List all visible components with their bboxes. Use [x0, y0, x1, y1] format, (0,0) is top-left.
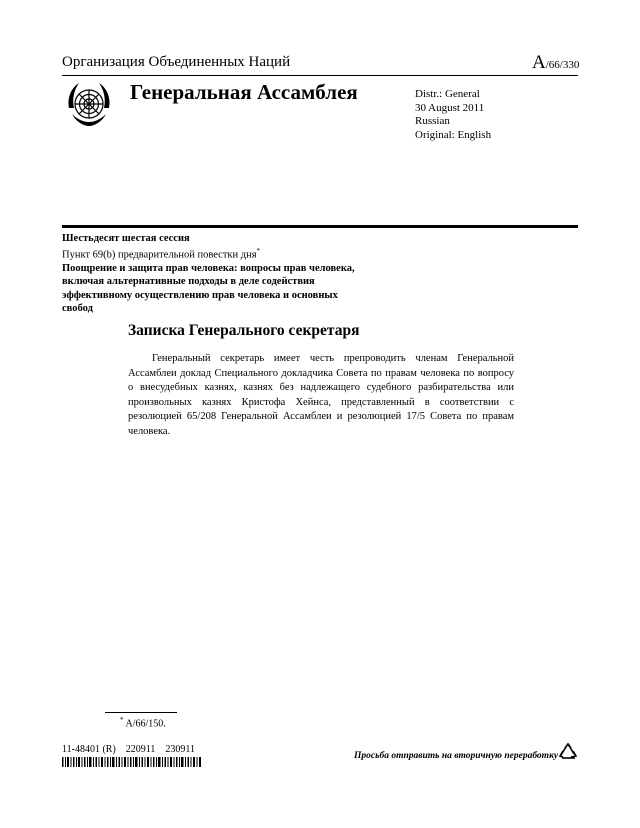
agenda-item-text: Пункт 69(b) предварительной повестки дня — [62, 249, 257, 261]
footnote-marker: * — [120, 716, 124, 724]
organization-name: Организация Объединенных Наций — [62, 54, 291, 70]
distr-date: 30 August 2011 — [415, 101, 485, 114]
note-body: Генеральный секретарь имеет честь препроводить членам Генеральной Ассамблеи доклад Специального докладчика Совета по правам человека по вопросу о внесудебных казнях, казнях без надлежащего судебного разбирательства или произвольных казнях Кристофа Хейнса, представленный в соответствии с резолюцией 65/208 Генеральной Ассамблеи и резолюцией 17/5 Совета по правам человека. — [128, 353, 514, 437]
recycle-icon — [558, 742, 578, 764]
distr-language: Russian — [415, 115, 450, 127]
session-title: Шестьдесят шестая сессия — [62, 233, 190, 244]
un-emblem-icon — [62, 78, 116, 132]
organ-title: Генеральная Ассамблея — [130, 80, 358, 104]
agenda-item — [62, 245, 362, 262]
symbol-prefix: A — [532, 52, 546, 73]
footnote — [120, 716, 166, 729]
recycle-note: Просьба отправить на вторичную переработку — [354, 751, 559, 761]
barcode — [62, 757, 202, 767]
document-number: 11-48401 (R) 220911 230911 — [62, 744, 196, 755]
header-rule — [62, 75, 578, 76]
agenda-item-marker: * — [256, 247, 261, 256]
note-title: Записка Генерального секретаря — [128, 322, 360, 339]
symbol-suffix: /66/330 — [545, 59, 580, 71]
agenda-block — [62, 232, 362, 315]
document-symbol — [532, 52, 579, 74]
section-rule — [62, 225, 578, 228]
footnote-text: A/66/150. — [123, 718, 166, 730]
distr-line: Distr.: General — [415, 88, 480, 100]
footnote-rule — [105, 712, 177, 713]
distribution-block — [415, 88, 491, 142]
distr-original: Original: English — [415, 128, 492, 141]
agenda-topic: Поощрение и защита прав человека: вопросы прав человека, включая альтернативные подходы в деле содействия эффективному осуществлению прав человека и основных свобод — [62, 263, 355, 314]
